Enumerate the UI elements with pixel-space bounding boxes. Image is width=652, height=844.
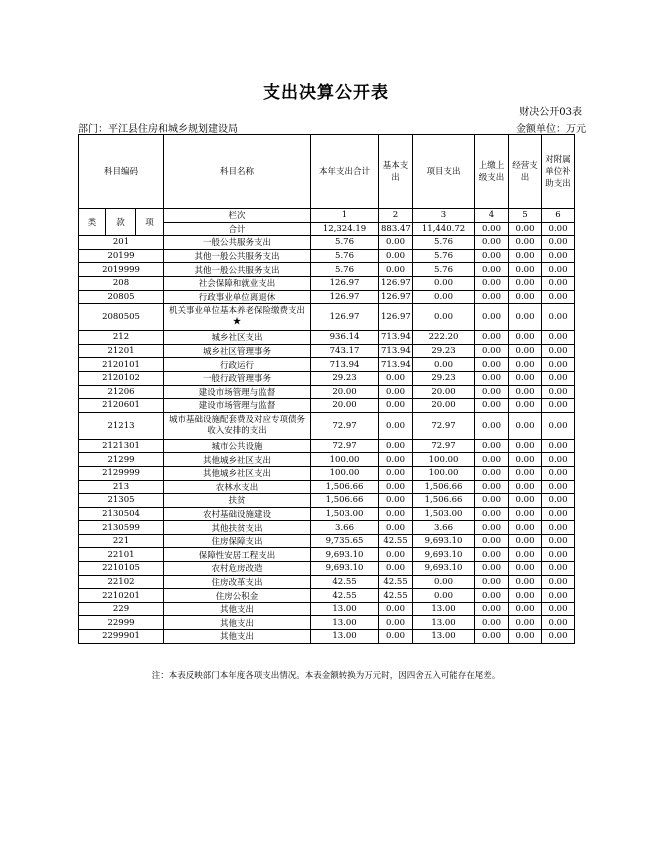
row-upper: 0.00 [475, 562, 509, 576]
row-name: 建设市场管理与监督 [164, 385, 311, 399]
row-name: 其他支出 [164, 630, 311, 644]
row-subsidy: 0.00 [542, 290, 575, 304]
expenditure-table [78, 134, 575, 644]
row-business: 0.00 [509, 575, 542, 589]
table-row [79, 290, 575, 304]
row-name: 其他扶贫支出 [164, 521, 311, 535]
row-project: 222.20 [413, 331, 475, 345]
row-subsidy: 0.00 [542, 412, 575, 439]
col-number-1: 1 [311, 209, 379, 223]
table-row [79, 494, 575, 508]
row-code: 2019999 [79, 263, 164, 277]
row-business: 0.00 [509, 453, 542, 467]
row-basic: 126.97 [379, 304, 413, 331]
table-row [79, 507, 575, 521]
row-code: 22101 [79, 548, 164, 562]
table-row [79, 466, 575, 480]
row-upper: 0.00 [475, 589, 509, 603]
row-code: 2120101 [79, 358, 164, 372]
col-number-6: 6 [542, 209, 575, 223]
table-row [79, 589, 575, 603]
table-row [79, 331, 575, 345]
row-basic: 0.00 [379, 630, 413, 644]
row-upper: 0.00 [475, 439, 509, 453]
row-name: 农村基础设施建设 [164, 507, 311, 521]
row-business: 0.00 [509, 562, 542, 576]
totals-business: 0.00 [509, 222, 542, 236]
row-total: 13.00 [311, 630, 379, 644]
row-project: 3.66 [413, 521, 475, 535]
row-total: 9,693.10 [311, 548, 379, 562]
header-lei: 类 [79, 209, 106, 236]
row-total: 1,506.66 [311, 480, 379, 494]
table-row [79, 236, 575, 250]
row-total: 936.14 [311, 331, 379, 345]
col-number-5: 5 [509, 209, 542, 223]
row-name: 建设市场管理与监督 [164, 399, 311, 413]
table-row [79, 249, 575, 263]
row-project: 0.00 [413, 276, 475, 290]
row-project: 1,506.66 [413, 494, 475, 508]
row-code: 20805 [79, 290, 164, 304]
row-name: 机关事业单位基本养老保险缴费支出★ [164, 304, 311, 331]
row-total: 72.97 [311, 439, 379, 453]
row-project: 5.76 [413, 249, 475, 263]
row-upper: 0.00 [475, 236, 509, 250]
row-subsidy: 0.00 [542, 616, 575, 630]
row-code: 2210201 [79, 589, 164, 603]
row-project: 9,693.10 [413, 562, 475, 576]
row-name: 农村危房改造 [164, 562, 311, 576]
row-business: 0.00 [509, 507, 542, 521]
row-name: 城市基础设施配套费及对应专项债务收入安排的支出 [164, 412, 311, 439]
row-business: 0.00 [509, 399, 542, 413]
row-code: 229 [79, 602, 164, 616]
row-code: 20199 [79, 249, 164, 263]
row-project: 0.00 [413, 358, 475, 372]
row-project: 100.00 [413, 466, 475, 480]
totals-project: 11,440.72 [413, 222, 475, 236]
row-upper: 0.00 [475, 548, 509, 562]
row-code: 212 [79, 331, 164, 345]
row-subsidy: 0.00 [542, 494, 575, 508]
row-name: 住房公积金 [164, 589, 311, 603]
row-code: 21201 [79, 344, 164, 358]
row-code: 22102 [79, 575, 164, 589]
row-code: 2299901 [79, 630, 164, 644]
row-upper: 0.00 [475, 494, 509, 508]
row-business: 0.00 [509, 521, 542, 535]
totals-upper: 0.00 [475, 222, 509, 236]
row-subsidy: 0.00 [542, 263, 575, 277]
header-xiang: 项 [136, 209, 164, 236]
row-code: 21213 [79, 412, 164, 439]
row-upper: 0.00 [475, 453, 509, 467]
row-project: 100.00 [413, 453, 475, 467]
table-row [79, 263, 575, 277]
col-number-3: 3 [413, 209, 475, 223]
header-lanci: 栏次 [164, 209, 311, 223]
row-subsidy: 0.00 [542, 344, 575, 358]
row-code: 213 [79, 480, 164, 494]
table-row [79, 412, 575, 439]
row-business: 0.00 [509, 290, 542, 304]
row-subsidy: 0.00 [542, 399, 575, 413]
row-name: 其他一般公共服务支出 [164, 263, 311, 277]
row-total: 72.97 [311, 412, 379, 439]
row-upper: 0.00 [475, 480, 509, 494]
row-basic: 0.00 [379, 385, 413, 399]
table-row [79, 480, 575, 494]
department-label: 部门：平江县住房和城乡规划建设局 [78, 124, 238, 135]
row-basic: 0.00 [379, 562, 413, 576]
row-project: 0.00 [413, 589, 475, 603]
row-total: 13.00 [311, 602, 379, 616]
row-project: 72.97 [413, 439, 475, 453]
row-code: 21206 [79, 385, 164, 399]
row-subsidy: 0.00 [542, 480, 575, 494]
row-basic: 0.00 [379, 548, 413, 562]
column-number-row [79, 209, 575, 223]
row-business: 0.00 [509, 358, 542, 372]
row-total: 5.76 [311, 236, 379, 250]
table-row [79, 548, 575, 562]
row-total: 29.23 [311, 371, 379, 385]
header-name: 科目名称 [164, 135, 311, 209]
row-business: 0.00 [509, 439, 542, 453]
row-business: 0.00 [509, 276, 542, 290]
row-subsidy: 0.00 [542, 453, 575, 467]
col-number-2: 2 [379, 209, 413, 223]
row-project: 5.76 [413, 263, 475, 277]
row-code: 21305 [79, 494, 164, 508]
row-total: 100.00 [311, 453, 379, 467]
row-business: 0.00 [509, 616, 542, 630]
table-row [79, 439, 575, 453]
row-business: 0.00 [509, 630, 542, 644]
table-row [79, 616, 575, 630]
row-code: 2120601 [79, 399, 164, 413]
table-row [79, 371, 575, 385]
row-business: 0.00 [509, 263, 542, 277]
row-total: 100.00 [311, 466, 379, 480]
row-basic: 0.00 [379, 616, 413, 630]
row-subsidy: 0.00 [542, 331, 575, 345]
row-subsidy: 0.00 [542, 371, 575, 385]
totals-label: 合计 [164, 222, 311, 236]
header-subsidy: 对附属单位补助支出 [542, 135, 575, 209]
row-basic: 0.00 [379, 412, 413, 439]
row-name: 其他支出 [164, 616, 311, 630]
row-project: 0.00 [413, 304, 475, 331]
row-project: 0.00 [413, 290, 475, 304]
row-upper: 0.00 [475, 412, 509, 439]
row-total: 20.00 [311, 399, 379, 413]
row-subsidy: 0.00 [542, 630, 575, 644]
row-business: 0.00 [509, 236, 542, 250]
row-basic: 126.97 [379, 276, 413, 290]
row-total: 713.94 [311, 358, 379, 372]
unit-label: 金额单位：万元 [516, 124, 586, 135]
table-row [79, 344, 575, 358]
row-upper: 0.00 [475, 616, 509, 630]
row-total: 743.17 [311, 344, 379, 358]
row-basic: 126.97 [379, 290, 413, 304]
row-subsidy: 0.00 [542, 236, 575, 250]
row-name: 城乡社区管理事务 [164, 344, 311, 358]
row-name: 城市公共设施 [164, 439, 311, 453]
row-basic: 0.00 [379, 480, 413, 494]
row-subsidy: 0.00 [542, 521, 575, 535]
row-upper: 0.00 [475, 331, 509, 345]
row-total: 1,503.00 [311, 507, 379, 521]
row-basic: 0.00 [379, 521, 413, 535]
row-basic: 42.55 [379, 575, 413, 589]
row-business: 0.00 [509, 534, 542, 548]
totals-total: 12,324.19 [311, 222, 379, 236]
row-name: 其他支出 [164, 602, 311, 616]
row-basic: 0.00 [379, 494, 413, 508]
row-business: 0.00 [509, 589, 542, 603]
row-name: 住房保障支出 [164, 534, 311, 548]
row-subsidy: 0.00 [542, 589, 575, 603]
row-name: 一般公共服务支出 [164, 236, 311, 250]
row-total: 3.66 [311, 521, 379, 535]
row-subsidy: 0.00 [542, 358, 575, 372]
table-row [79, 534, 575, 548]
row-project: 72.97 [413, 412, 475, 439]
row-basic: 0.00 [379, 507, 413, 521]
row-name: 行政事业单位离退休 [164, 290, 311, 304]
row-total: 5.76 [311, 263, 379, 277]
row-basic: 713.94 [379, 344, 413, 358]
row-subsidy: 0.00 [542, 385, 575, 399]
row-basic: 0.00 [379, 249, 413, 263]
row-upper: 0.00 [475, 263, 509, 277]
row-code: 2080505 [79, 304, 164, 331]
row-total: 42.55 [311, 589, 379, 603]
row-upper: 0.00 [475, 507, 509, 521]
table-row [79, 602, 575, 616]
row-business: 0.00 [509, 602, 542, 616]
row-total: 9,693.10 [311, 562, 379, 576]
row-upper: 0.00 [475, 466, 509, 480]
row-code: 201 [79, 236, 164, 250]
page-title: 支出决算公开表 [263, 83, 389, 103]
row-project: 9,693.10 [413, 534, 475, 548]
table-row [79, 575, 575, 589]
row-project: 13.00 [413, 630, 475, 644]
row-name: 社会保障和就业支出 [164, 276, 311, 290]
row-upper: 0.00 [475, 575, 509, 589]
table-row [79, 521, 575, 535]
row-upper: 0.00 [475, 344, 509, 358]
header-code: 科目编码 [79, 135, 164, 209]
row-business: 0.00 [509, 344, 542, 358]
table-row [79, 276, 575, 290]
row-code: 2121301 [79, 439, 164, 453]
row-basic: 0.00 [379, 399, 413, 413]
footnote: 注：本表反映部门本年度各项支出情况。本表金额转换为万元时，因四舍五入可能存在尾差。 [151, 671, 501, 681]
header-business: 经营支出 [509, 135, 542, 209]
row-project: 13.00 [413, 616, 475, 630]
header-row [79, 135, 575, 209]
row-subsidy: 0.00 [542, 466, 575, 480]
header-upper: 上缴上级支出 [475, 135, 509, 209]
row-basic: 0.00 [379, 453, 413, 467]
row-project: 1,506.66 [413, 480, 475, 494]
row-total: 13.00 [311, 616, 379, 630]
row-business: 0.00 [509, 466, 542, 480]
row-code: 22999 [79, 616, 164, 630]
row-business: 0.00 [509, 412, 542, 439]
row-upper: 0.00 [475, 358, 509, 372]
row-total: 126.97 [311, 304, 379, 331]
row-project: 29.23 [413, 344, 475, 358]
row-upper: 0.00 [475, 371, 509, 385]
row-name: 扶贫 [164, 494, 311, 508]
row-name: 其他一般公共服务支出 [164, 249, 311, 263]
row-business: 0.00 [509, 548, 542, 562]
row-total: 9,735.65 [311, 534, 379, 548]
row-total: 126.97 [311, 276, 379, 290]
row-code: 2130599 [79, 521, 164, 535]
table-row [79, 562, 575, 576]
row-upper: 0.00 [475, 276, 509, 290]
table-row [79, 630, 575, 644]
row-upper: 0.00 [475, 304, 509, 331]
header-total: 本年支出合计 [311, 135, 379, 209]
table-row [79, 399, 575, 413]
row-subsidy: 0.00 [542, 276, 575, 290]
row-business: 0.00 [509, 249, 542, 263]
row-project: 20.00 [413, 399, 475, 413]
row-name: 农林水支出 [164, 480, 311, 494]
row-basic: 0.00 [379, 263, 413, 277]
row-project: 0.00 [413, 575, 475, 589]
row-upper: 0.00 [475, 521, 509, 535]
row-name: 行政运行 [164, 358, 311, 372]
row-project: 20.00 [413, 385, 475, 399]
row-basic: 0.00 [379, 236, 413, 250]
row-basic: 0.00 [379, 602, 413, 616]
row-code: 221 [79, 534, 164, 548]
header-basic: 基本支出 [379, 135, 413, 209]
row-subsidy: 0.00 [542, 534, 575, 548]
row-business: 0.00 [509, 331, 542, 345]
row-name: 保障性安居工程支出 [164, 548, 311, 562]
row-code: 2210105 [79, 562, 164, 576]
row-subsidy: 0.00 [542, 602, 575, 616]
row-business: 0.00 [509, 371, 542, 385]
row-code: 2120102 [79, 371, 164, 385]
row-subsidy: 0.00 [542, 304, 575, 331]
row-name: 一般行政管理事务 [164, 371, 311, 385]
row-business: 0.00 [509, 385, 542, 399]
row-name: 城乡社区支出 [164, 331, 311, 345]
row-subsidy: 0.00 [542, 548, 575, 562]
row-basic: 42.55 [379, 534, 413, 548]
row-code: 2130504 [79, 507, 164, 521]
table-row [79, 385, 575, 399]
row-basic: 42.55 [379, 589, 413, 603]
row-upper: 0.00 [475, 249, 509, 263]
row-name: 其他城乡社区支出 [164, 453, 311, 467]
table-row [79, 358, 575, 372]
row-business: 0.00 [509, 304, 542, 331]
row-upper: 0.00 [475, 399, 509, 413]
header-kuan: 款 [106, 209, 136, 236]
row-project: 1,503.00 [413, 507, 475, 521]
row-upper: 0.00 [475, 290, 509, 304]
header-project: 项目支出 [413, 135, 475, 209]
row-total: 126.97 [311, 290, 379, 304]
row-code: 208 [79, 276, 164, 290]
row-business: 0.00 [509, 494, 542, 508]
row-upper: 0.00 [475, 602, 509, 616]
row-basic: 0.00 [379, 371, 413, 385]
row-total: 5.76 [311, 249, 379, 263]
row-project: 9,693.10 [413, 548, 475, 562]
row-basic: 713.94 [379, 358, 413, 372]
row-basic: 713.94 [379, 331, 413, 345]
row-basic: 0.00 [379, 466, 413, 480]
row-total: 1,506.66 [311, 494, 379, 508]
row-total: 42.55 [311, 575, 379, 589]
row-upper: 0.00 [475, 385, 509, 399]
row-subsidy: 0.00 [542, 439, 575, 453]
row-name: 住房改革支出 [164, 575, 311, 589]
totals-subsidy: 0.00 [542, 222, 575, 236]
row-project: 5.76 [413, 236, 475, 250]
row-subsidy: 0.00 [542, 249, 575, 263]
row-project: 13.00 [413, 602, 475, 616]
row-subsidy: 0.00 [542, 562, 575, 576]
row-subsidy: 0.00 [542, 507, 575, 521]
table-row [79, 304, 575, 331]
row-subsidy: 0.00 [542, 575, 575, 589]
row-upper: 0.00 [475, 534, 509, 548]
table-row [79, 453, 575, 467]
col-number-4: 4 [475, 209, 509, 223]
row-basic: 0.00 [379, 439, 413, 453]
totals-basic: 883.47 [379, 222, 413, 236]
row-name: 其他城乡社区支出 [164, 466, 311, 480]
row-upper: 0.00 [475, 630, 509, 644]
row-business: 0.00 [509, 480, 542, 494]
row-project: 29.23 [413, 371, 475, 385]
form-number: 财决公开03表 [519, 107, 582, 118]
row-code: 2129999 [79, 466, 164, 480]
row-total: 20.00 [311, 385, 379, 399]
row-code: 21299 [79, 453, 164, 467]
